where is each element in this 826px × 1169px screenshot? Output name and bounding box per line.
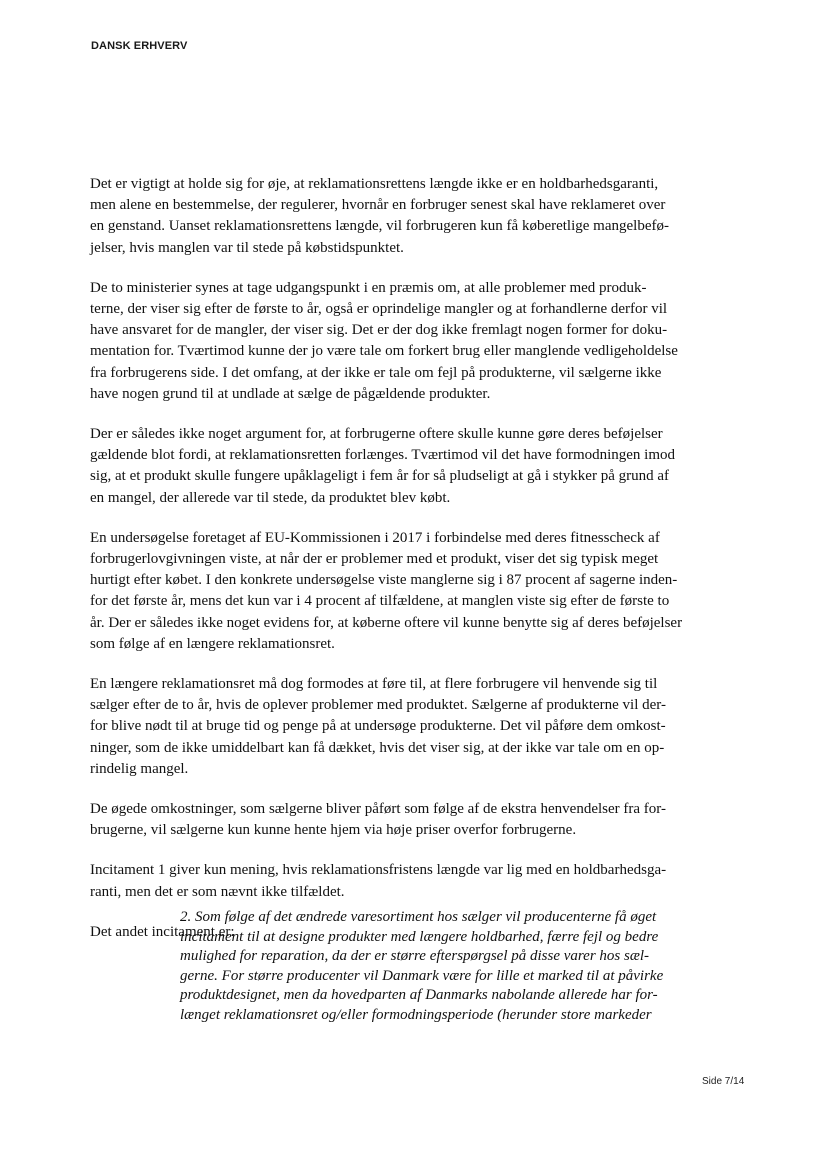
- text-line: brugerne, vil sælgerne kun kunne hente hjem via høje priser overfor forbrugerne.: [90, 822, 577, 839]
- text-line: år. Der er således ikke noget evidens for, at køberne oftere vil kunne benytte sig af deres beføjelser: [90, 614, 683, 631]
- organization-header: DANSK ERHVERV: [91, 40, 188, 52]
- text-line: De to ministerier synes at tage udgangspunkt i en præmis om, at alle problemer med produk-: [90, 279, 647, 296]
- text-line: sælger efter de to år, hvis de oplever problemer med produktet. Sælgerne af produkterne vil der-: [90, 697, 666, 714]
- quote-line: mulighed for reparation, da der er større efterspørgsel på disse varer hos sæl-: [180, 948, 650, 965]
- text-line: rindelig mangel.: [90, 760, 189, 777]
- body-text: [90, 174, 740, 943]
- text-line: have nogen grund til at undlade at sælge de pågældende produkter.: [90, 385, 491, 402]
- text-line: Det er vigtigt at holde sig for øje, at reklamationsrettens længde ikke er en holdbarhedsgaranti,: [90, 176, 659, 192]
- text-line: men alene en bestemmelse, der regulerer, hvornår en forbruger senest skal have reklameret over: [90, 197, 666, 214]
- text-line: sig, at et produkt skulle fungere upåklageligt i fem år for så pludseligt at gå i stykker på grund af: [90, 468, 670, 485]
- text-line: mentation for. Tværtimod kunne der jo være tale om forkert brug eller manglende vedligeholdelse: [90, 343, 678, 360]
- text-line: De øgede omkostninger, som sælgerne bliver påført som følge af de ekstra henvendelser fra for-: [90, 801, 666, 818]
- text-line: Det andet incitament er:: [90, 923, 235, 940]
- text-line: have ansvaret for de mangler, der viser sig. Det er der dog ikke fremlagt nogen former for doku-: [90, 322, 668, 339]
- quote-line: gerne. For større producenter vil Danmark være for lille et marked til at påvirke: [180, 967, 664, 984]
- text-line: gældende blot fordi, at reklamationsretten forlænges. Tværtimod vil det have formodningen imod: [90, 447, 676, 464]
- text-line: en mangel, der allerede var til stede, da produktet blev købt.: [90, 489, 451, 506]
- quote-line: produktdesignet, men da hovedparten af Danmarks nabolande allerede har for-: [180, 987, 658, 1004]
- quote-line: 2. Som følge af det ændrede varesortiment hos sælger vil producenterne få øget: [180, 909, 657, 925]
- paragraph: [90, 674, 740, 780]
- text-line: som følge af en længere reklamationsret.: [90, 635, 335, 652]
- text-line: terne, der viser sig efter de første to år, også er oprindelige mangler og at forhandlerne derfor vil: [90, 301, 668, 318]
- text-line: for det første år, mens det kun var i 4 procent af tilfældene, at manglen viste sig efter de første to: [90, 593, 670, 610]
- text-line: Der er således ikke noget argument for, at forbrugerne oftere skulle kunne gøre deres beføjelser: [90, 426, 663, 443]
- text-line: En undersøgelse foretaget af EU-Kommissionen i 2017 i forbindelse med deres fitnesscheck af: [90, 529, 660, 546]
- paragraph: [90, 424, 740, 509]
- text-line: En længere reklamationsret må dog formodes at føre til, at flere forbrugere vil henvende sig til: [90, 676, 658, 693]
- page-number: Side 7/14: [702, 1076, 745, 1087]
- text-line: Incitament 1 giver kun mening, hvis reklamationsfristens længde var lig med en holdbarhedsga-: [90, 862, 667, 879]
- text-line: en genstand. Uanset reklamationsrettens længde, vil forbrugeren kun få køberetlige mangelbefø-: [90, 218, 669, 235]
- text-line: jelser, hvis manglen var til stede på købstidspunktet.: [90, 239, 404, 256]
- text-line: forbrugerlovgivningen viste, at når der er problemer med et produkt, viser det sig typisk meget: [90, 551, 659, 568]
- text-line: for blive nødt til at bruge tid og penge på at undersøge produkterne. Det vil påføre dem omkost-: [90, 718, 666, 735]
- paragraph: [90, 278, 740, 405]
- paragraph: [90, 174, 740, 259]
- text-line: fra forbrugerens side. I det omfang, at der ikke er tale om fejl på produkterne, vil sælgerne ikke: [90, 364, 662, 381]
- paragraph: [90, 799, 740, 841]
- quote-line: længet reklamationsret og/eller formodningsperiode (herunder store markeder: [180, 1006, 652, 1023]
- paragraph: [90, 860, 740, 902]
- quoted-incentive: [180, 908, 740, 1026]
- quote-line: incitament til at designe produkter med længere holdbarhed, færre fejl og bedre: [180, 928, 659, 945]
- text-line: ranti, men det er som nævnt ikke tilfældet.: [90, 883, 345, 900]
- text-line: hurtigt efter købet. I den konkrete undersøgelse viste manglerne sig i 87 procent af sagerne inden-: [90, 572, 678, 589]
- paragraph: [90, 528, 740, 655]
- text-line: ninger, som de ikke umiddelbart kan få dækket, hvis det viser sig, at der ikke var tale om en op-: [90, 739, 665, 756]
